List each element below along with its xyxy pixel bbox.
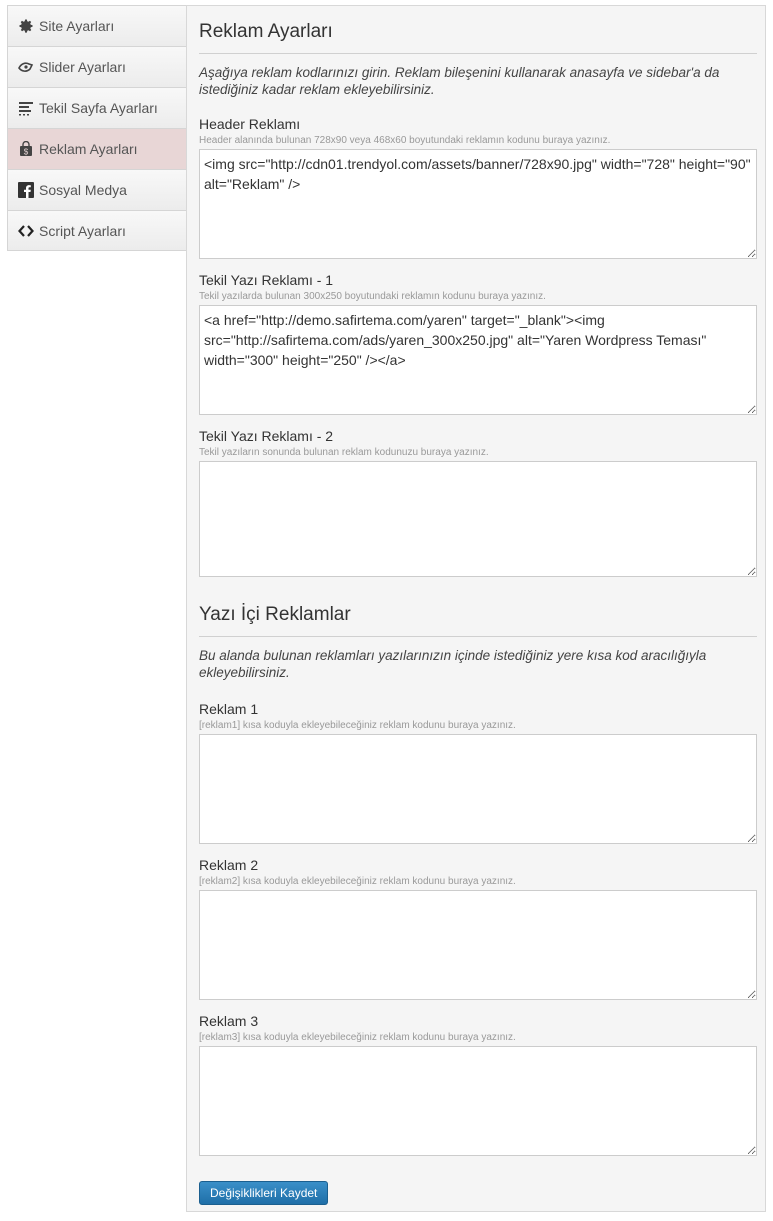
single-post-ad-1-textarea[interactable] bbox=[199, 305, 757, 415]
sidebar-item-label: Site Ayarları bbox=[39, 18, 115, 34]
sidebar-item-site-ayarlari[interactable] bbox=[7, 5, 187, 46]
ad-1-textarea[interactable] bbox=[199, 734, 757, 844]
save-changes-button[interactable]: Değişiklikleri Kaydet bbox=[199, 1181, 328, 1205]
ad-1-hint: [reklam1] kısa koduyla ekleyebileceğiniz reklam kodunu buraya yazınız. bbox=[199, 720, 516, 731]
sidebar bbox=[7, 5, 187, 251]
sidebar-item-label: Reklam Ayarları bbox=[39, 141, 138, 157]
single-post-ad-2-textarea[interactable] bbox=[199, 461, 757, 577]
ad-2-textarea[interactable] bbox=[199, 890, 757, 1000]
shopping-bag-icon bbox=[18, 141, 34, 157]
svg-text:$: $ bbox=[23, 147, 29, 157]
ad-2-label: Reklam 2 bbox=[199, 857, 259, 873]
header-ad-label: Header Reklamı bbox=[199, 116, 301, 132]
sidebar-item-reklam-ayarlari[interactable] bbox=[7, 128, 187, 169]
ad-1-label: Reklam 1 bbox=[199, 701, 259, 717]
header-ad-hint: Header alanında bulunan 728x90 veya 468x60 boyutundaki reklamın kodunu buraya yazınız. bbox=[199, 135, 611, 146]
lines-icon bbox=[18, 100, 34, 116]
ad-3-label: Reklam 3 bbox=[199, 1013, 259, 1029]
facebook-icon bbox=[18, 182, 34, 198]
ad-3-hint: [reklam3] kısa koduyla ekleyebileceğiniz reklam kodunu buraya yazınız. bbox=[199, 1032, 516, 1043]
ad-2-hint: [reklam2] kısa koduyla ekleyebileceğiniz reklam kodunu buraya yazınız. bbox=[199, 876, 516, 887]
single-post-ad-2-hint: Tekil yazıların sonunda bulunan reklam kodunuzu buraya yazınız. bbox=[199, 447, 489, 458]
inline-ads-description: Bu alanda bulunan reklamları yazılarınızın içinde istediğiniz yere kısa kod aracılığıyla ekleyebilirsiniz. bbox=[199, 648, 707, 680]
single-post-ad-1-hint: Tekil yazılarda bulunan 300x250 boyutundaki reklamın kodunu buraya yazınız. bbox=[199, 291, 546, 302]
ad-3-textarea[interactable] bbox=[199, 1046, 757, 1156]
sidebar-item-sosyal-medya[interactable] bbox=[7, 169, 187, 210]
sidebar-item-slider-ayarlari[interactable] bbox=[7, 46, 187, 87]
sidebar-item-label: Sosyal Medya bbox=[39, 182, 127, 198]
sidebar-item-tekil-sayfa-ayarlari[interactable] bbox=[7, 87, 187, 128]
single-post-ad-2-label: Tekil Yazı Reklamı - 2 bbox=[199, 428, 334, 444]
gear-icon bbox=[18, 18, 34, 34]
header-ad-textarea[interactable] bbox=[199, 149, 757, 259]
settings-panel bbox=[186, 5, 766, 1212]
sidebar-item-label: Script Ayarları bbox=[39, 222, 126, 239]
single-post-ad-1-label: Tekil Yazı Reklamı - 1 bbox=[199, 272, 334, 288]
inline-ads-title: Yazı İçi Reklamlar bbox=[199, 589, 757, 637]
sidebar-item-label: Tekil Sayfa Ayarları bbox=[39, 100, 158, 116]
eye-icon bbox=[18, 59, 34, 75]
section-title: Reklam Ayarları bbox=[199, 6, 757, 54]
sidebar-item-label: Slider Ayarları bbox=[39, 59, 126, 75]
sidebar-item-script-ayarlari[interactable] bbox=[7, 210, 187, 251]
section-description: Aşağıya reklam kodlarınızı girin. Reklam bileşenini kullanarak anasayfa ve sidebar'a da istediğiniz kadar reklam ekleyebilirsiniz. bbox=[199, 65, 720, 97]
code-icon bbox=[18, 223, 34, 239]
